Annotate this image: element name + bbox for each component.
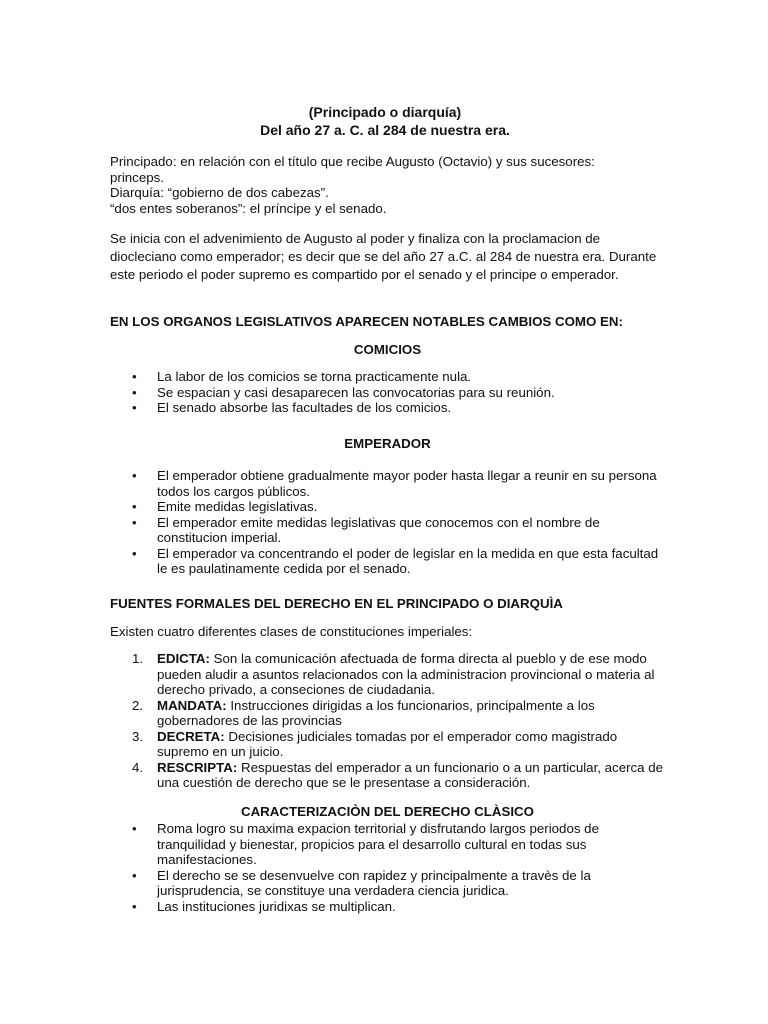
item-label: EDICTA:	[157, 651, 210, 666]
intro-paragraph	[110, 154, 665, 216]
item-text: Instrucciones dirigidas a los funcionarios, principalmente a los gobernadores de las provincias	[157, 697, 595, 728]
heading-emperador: EMPERADOR	[344, 436, 431, 451]
bullet-icon: •	[132, 400, 137, 415]
bullet-icon: •	[132, 821, 137, 836]
item-text: Decisiones judiciales tomadas por el emperador como magistrado supremo en un juicio.	[157, 728, 618, 759]
emperador-list	[110, 468, 665, 577]
list-item: • Emite medidas legislativas.	[132, 499, 318, 514]
heading-comicios: COMICIOS	[353, 342, 422, 357]
list-number: 1.	[132, 651, 144, 666]
intro-line: Diarquía: “gobierno de dos cabezas”.	[110, 185, 329, 200]
list-item	[110, 698, 665, 729]
list-item: • El emperador obtiene gradualmente mayor poder hasta llegar a reunir en su persona todos los cargos públicos.	[132, 468, 657, 499]
item-label: RESCRIPTA:	[157, 759, 238, 775]
heading-caracterizacion: CARACTERIZACIÒN DEL DERECHO CLÀSICO	[240, 804, 535, 819]
list-item: • El senado absorbe las facultades de los comicios.	[132, 400, 452, 415]
period-paragraph: Se inicia con el advenimiento de Augusto al poder y finaliza con la proclamacion de diocleciano como emperador; es decir que se del año 27 a.C. al 284 de nuestra era. Durante este periodo el poder supremo es compartido por el senado y el principe o emperador.	[110, 231, 657, 282]
title-line-2: Del año 27 a. C. al 284 de nuestra era.	[260, 122, 510, 138]
bullet-icon: •	[132, 545, 137, 561]
list-item	[110, 760, 665, 791]
list-item: • Las instituciones juridixas se multiplican.	[132, 898, 396, 914]
item-label: DECRETA:	[157, 728, 225, 744]
list-item: • La labor de los comicios se torna practicamente nula.	[132, 369, 472, 384]
comicios-list	[110, 369, 665, 416]
heading-organos: EN LOS ORGANOS LEGISLATIVOS APARECEN NOTABLES CAMBIOS COMO EN:	[110, 314, 623, 329]
bullet-icon: •	[132, 514, 137, 530]
bullet-icon: •	[132, 468, 137, 483]
list-number: 3.	[132, 728, 144, 744]
intro-line: “dos entes soberanos”: el príncipe y el senado.	[110, 200, 387, 216]
list-item: • El derecho se se desenvuelve con rapidez y principalmente a travès de la jurisprudencia, se constituye una verdadera ciencia juridica.	[132, 867, 591, 898]
bullet-icon: •	[132, 867, 137, 883]
bullet-icon: •	[132, 369, 137, 384]
list-number: 4.	[132, 759, 144, 775]
list-item	[110, 729, 665, 760]
intro-line: Principado: en relación con el título que recibe Augusto (Octavio) y sus sucesores:	[110, 154, 595, 169]
bullet-icon: •	[132, 499, 137, 514]
heading-fuentes: FUENTES FORMALES DEL DERECHO EN EL PRINCIPADO O DIARQUÌA	[110, 596, 563, 611]
document-title	[110, 103, 660, 139]
item-text: Respuestas del emperador a un funcionario o a un particular, acerca de una cuestión de derecho que se le presentase a consideración.	[157, 759, 664, 790]
bullet-icon: •	[132, 898, 137, 914]
list-item	[110, 651, 665, 698]
list-item: • El emperador emite medidas legislativas que conocemos con el nombre de constitucion imperial.	[132, 514, 600, 545]
list-item: • El emperador va concentrando el poder de legislar en la medida en que esta facultad le es paulatinamente cedida por el senado.	[132, 545, 659, 576]
fuentes-intro: Existen cuatro diferentes clases de constituciones imperiales:	[110, 624, 473, 639]
caracterizacion-list	[110, 821, 665, 914]
title-line-1: (Principado o diarquía)	[308, 104, 462, 120]
item-text: Son la comunicación afectuada de forma directa al pueblo y de ese modo pueden aludir a asuntos relacionados con la administracion provincional o materia al derecho privado, a conseciones de ciudadania.	[157, 651, 655, 697]
intro-line: princeps.	[110, 169, 164, 185]
item-label: MANDATA:	[157, 697, 227, 713]
list-item: • Roma logro su maxima expacion territorial y disfrutando largos periodos de tranquilidad y bienestar, propicios para el desarrollo cultural en todas sus manifestaciones.	[132, 821, 599, 867]
list-number: 2.	[132, 697, 144, 713]
constituciones-list	[110, 651, 665, 791]
list-item: • Se espacian y casi desaparecen las convocatorias para su reunión.	[132, 384, 555, 400]
bullet-icon: •	[132, 384, 137, 400]
